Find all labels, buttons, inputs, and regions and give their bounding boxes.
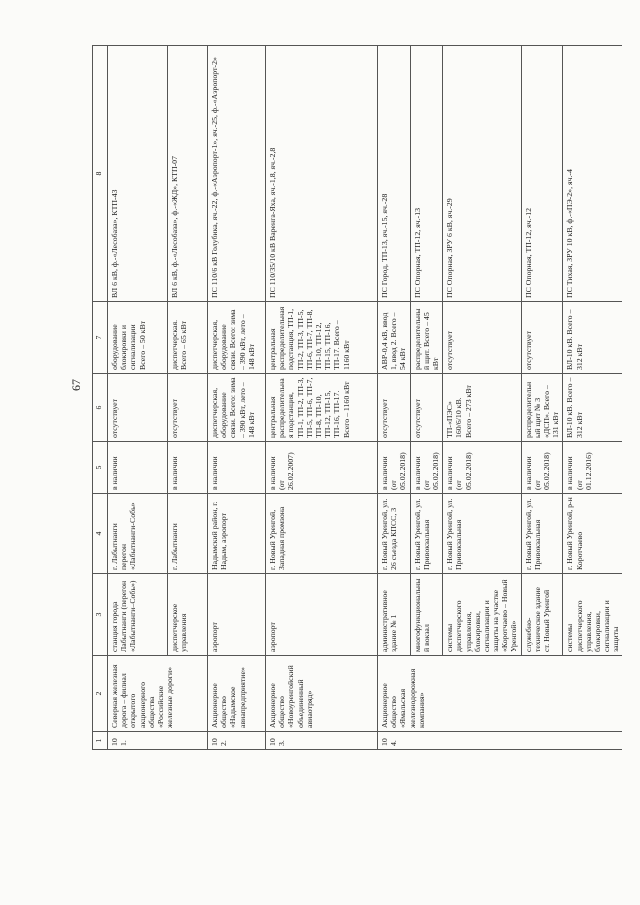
consumers-cell: отсутствует [108, 374, 168, 442]
reserve-cell: АВР-0,4 кВ, ввод 1, ввод 2. Всего – 54 кВт [378, 302, 411, 374]
reserve-cell: оборудование блокировки и сигнализации Всего – 50 кВт [108, 302, 168, 374]
table-row [266, 46, 378, 750]
table-row [410, 46, 443, 750]
object-cell: служебно-техническое здание ст. Новый Уренгой [521, 574, 563, 656]
address-cell: г. Новый Уренгой, р-н Коротчаево [563, 494, 622, 574]
source-cell: ПС Тихая, ЗРУ 10 кВ, ф.-«ПЭ-2», яч.-4 [563, 46, 622, 302]
address-cell: г. Лабытнанги перегон «Лабытнанги-Собь» [108, 494, 168, 574]
row-number: 103. [266, 732, 378, 750]
address-cell: Надымский район, г. Надым, аэропорт [208, 494, 266, 574]
consumers-cell: отсутствует [168, 374, 208, 442]
column-header: 3 [93, 574, 108, 656]
power-table [92, 45, 622, 750]
availability-cell: в наличии (от 05.02.2018) [378, 442, 411, 494]
header-row [93, 46, 108, 750]
reserve-cell: ВЛ-10 кВ. Всего – 312 кВт [563, 302, 622, 374]
table-container [92, 45, 622, 750]
address-cell: г. Новый Уренгой, ул. Привокзальная [443, 494, 522, 574]
address-cell: г. Новый Уренгой, ул. 26 съезда КПСС, 3 [378, 494, 411, 574]
address-cell: г. Новый Уренгой, Западная промзона [266, 494, 378, 574]
address-cell: г. Лабытнанги [168, 494, 208, 574]
table-row [521, 46, 563, 750]
column-header: 8 [93, 46, 108, 302]
table-row [563, 46, 622, 750]
object-cell: административное здание № 1 [378, 574, 411, 656]
source-cell: ПС Опорная, ТП-12, яч.-12 [521, 46, 563, 302]
availability-cell: в наличии [208, 442, 266, 494]
source-cell: ПС 110/6 кВ Голубика, яч.-22, ф.-«Аэропорт-1», яч.-25, ф.-«Аэропорт-2» [208, 46, 266, 302]
availability-cell: в наличии (от 05.02.2018) [521, 442, 563, 494]
object-cell: диспетчерское управления [168, 574, 208, 656]
table-row [443, 46, 522, 750]
row-number: 104. [378, 732, 623, 750]
availability-cell: в наличии [168, 442, 208, 494]
column-header: 5 [93, 442, 108, 494]
availability-cell: в наличии (от 01.12.2016) [563, 442, 622, 494]
organization-cell: Акционерное общество «Ямальская железнодорожная компания» [378, 656, 623, 732]
reserve-cell: диспетчерская, оборудование связи. Всего: зима – 390 кВт, лето – 148 кВт [208, 302, 266, 374]
table-row [168, 46, 208, 750]
page-number: 67 [69, 379, 83, 391]
reserve-cell: центральная распределительная подстанция, ТП-1, ТП-2, ТП-3, ТП-5, ТП-6, ТП-7, ТП-8, ТП-10, ТП-12, ТП-15, ТП-16, ТП-17. Всего – 1160 кВт [266, 302, 378, 374]
availability-cell: в наличии (от 05.02.2018) [443, 442, 522, 494]
reserve-cell: распределительный щит. Всего – 45 кВт [410, 302, 443, 374]
object-cell: системы диспетчерского управления, блокировки, сигнализации и защиты на участке «Коротчаево – Новый Уренгой» [443, 574, 522, 656]
column-header: 4 [93, 494, 108, 574]
organization-cell: Акционерное общество «Новоуренгойский объединенный авиаотряд» [266, 656, 378, 732]
object-cell: системы диспетчерского управления, блокировки, сигнализации и защиты [563, 574, 622, 656]
column-header: 2 [93, 656, 108, 732]
availability-cell: в наличии (от 05.02.2018) [410, 442, 443, 494]
address-cell: г. Новый Уренгой, ул. Привокзальная [410, 494, 443, 574]
organization-cell: Северная железная дорога – филиал открытого акционерного общества «Российские железные дороги» [108, 656, 208, 732]
source-cell: ПС Опорная, ЗРУ 6 кВ, яч.-29 [443, 46, 522, 302]
column-header: 7 [93, 302, 108, 374]
consumers-cell: распределительный щит № 3 «ДСП». Всего – 131 кВт [521, 374, 563, 442]
object-cell: аэропорт [208, 574, 266, 656]
consumers-cell: диспетчерская, оборудование связи. Всего: зима – 390 кВт, лето – 148 кВт [208, 374, 266, 442]
availability-cell: в наличии (от 26.02.2007) [266, 442, 378, 494]
reserve-cell: отсутствует [521, 302, 563, 374]
consumers-cell: отсутствует [378, 374, 411, 442]
source-cell: ВЛ 6 кВ, ф.-«Лесобаза», ф.-«ЖД», КТП-07 [168, 46, 208, 302]
consumers-cell: центральная распределительная подстанция, ТП-1, ТП-2, ТП-3, ТП-5, ТП-6, ТП-7, ТП-8, ТП-10, ТП-12, ТП-15, ТП-16, ТП-17. Всего – 1160 кВт [266, 374, 378, 442]
row-number: 101. [108, 732, 208, 750]
consumers-cell: ВЛ-10 кВ. Всего – 312 кВт [563, 374, 622, 442]
object-cell: аэропорт [266, 574, 378, 656]
table-row [108, 46, 168, 750]
availability-cell: в наличии [108, 442, 168, 494]
column-header: 1 [93, 732, 108, 750]
source-cell: ВЛ 6 кВ, ф.-«Лесобаза», КТП-43 [108, 46, 168, 302]
source-cell: ПС Город, ТП-13, яч.-15, яч.-28 [378, 46, 411, 302]
consumers-cell: ТП-«ПЭС» 160/6/10 кВ. Всего – 273 кВт [443, 374, 522, 442]
object-cell: станция города Лабытнанги (перегон «Лабытнанги–Собь») [108, 574, 168, 656]
source-cell: ПС Опорная, ТП-12, яч.-13 [410, 46, 443, 302]
consumers-cell: отсутствует [410, 374, 443, 442]
reserve-cell: отсутствует [443, 302, 522, 374]
row-number: 102. [208, 732, 266, 750]
object-cell: многофункциональный вокзал [410, 574, 443, 656]
address-cell: г. Новый Уренгой, ул. Привокзальная [521, 494, 563, 574]
source-cell: ПС 110/35/10 кВ Варенга-Яха, яч.-1,8, яч.-2,8 [266, 46, 378, 302]
column-header: 6 [93, 374, 108, 442]
reserve-cell: диспетчерская. Всего – 65 кВт [168, 302, 208, 374]
table-row [378, 46, 411, 750]
organization-cell: Акционерное общество «Надымское авиапредприятие» [208, 656, 266, 732]
table-row [208, 46, 266, 750]
